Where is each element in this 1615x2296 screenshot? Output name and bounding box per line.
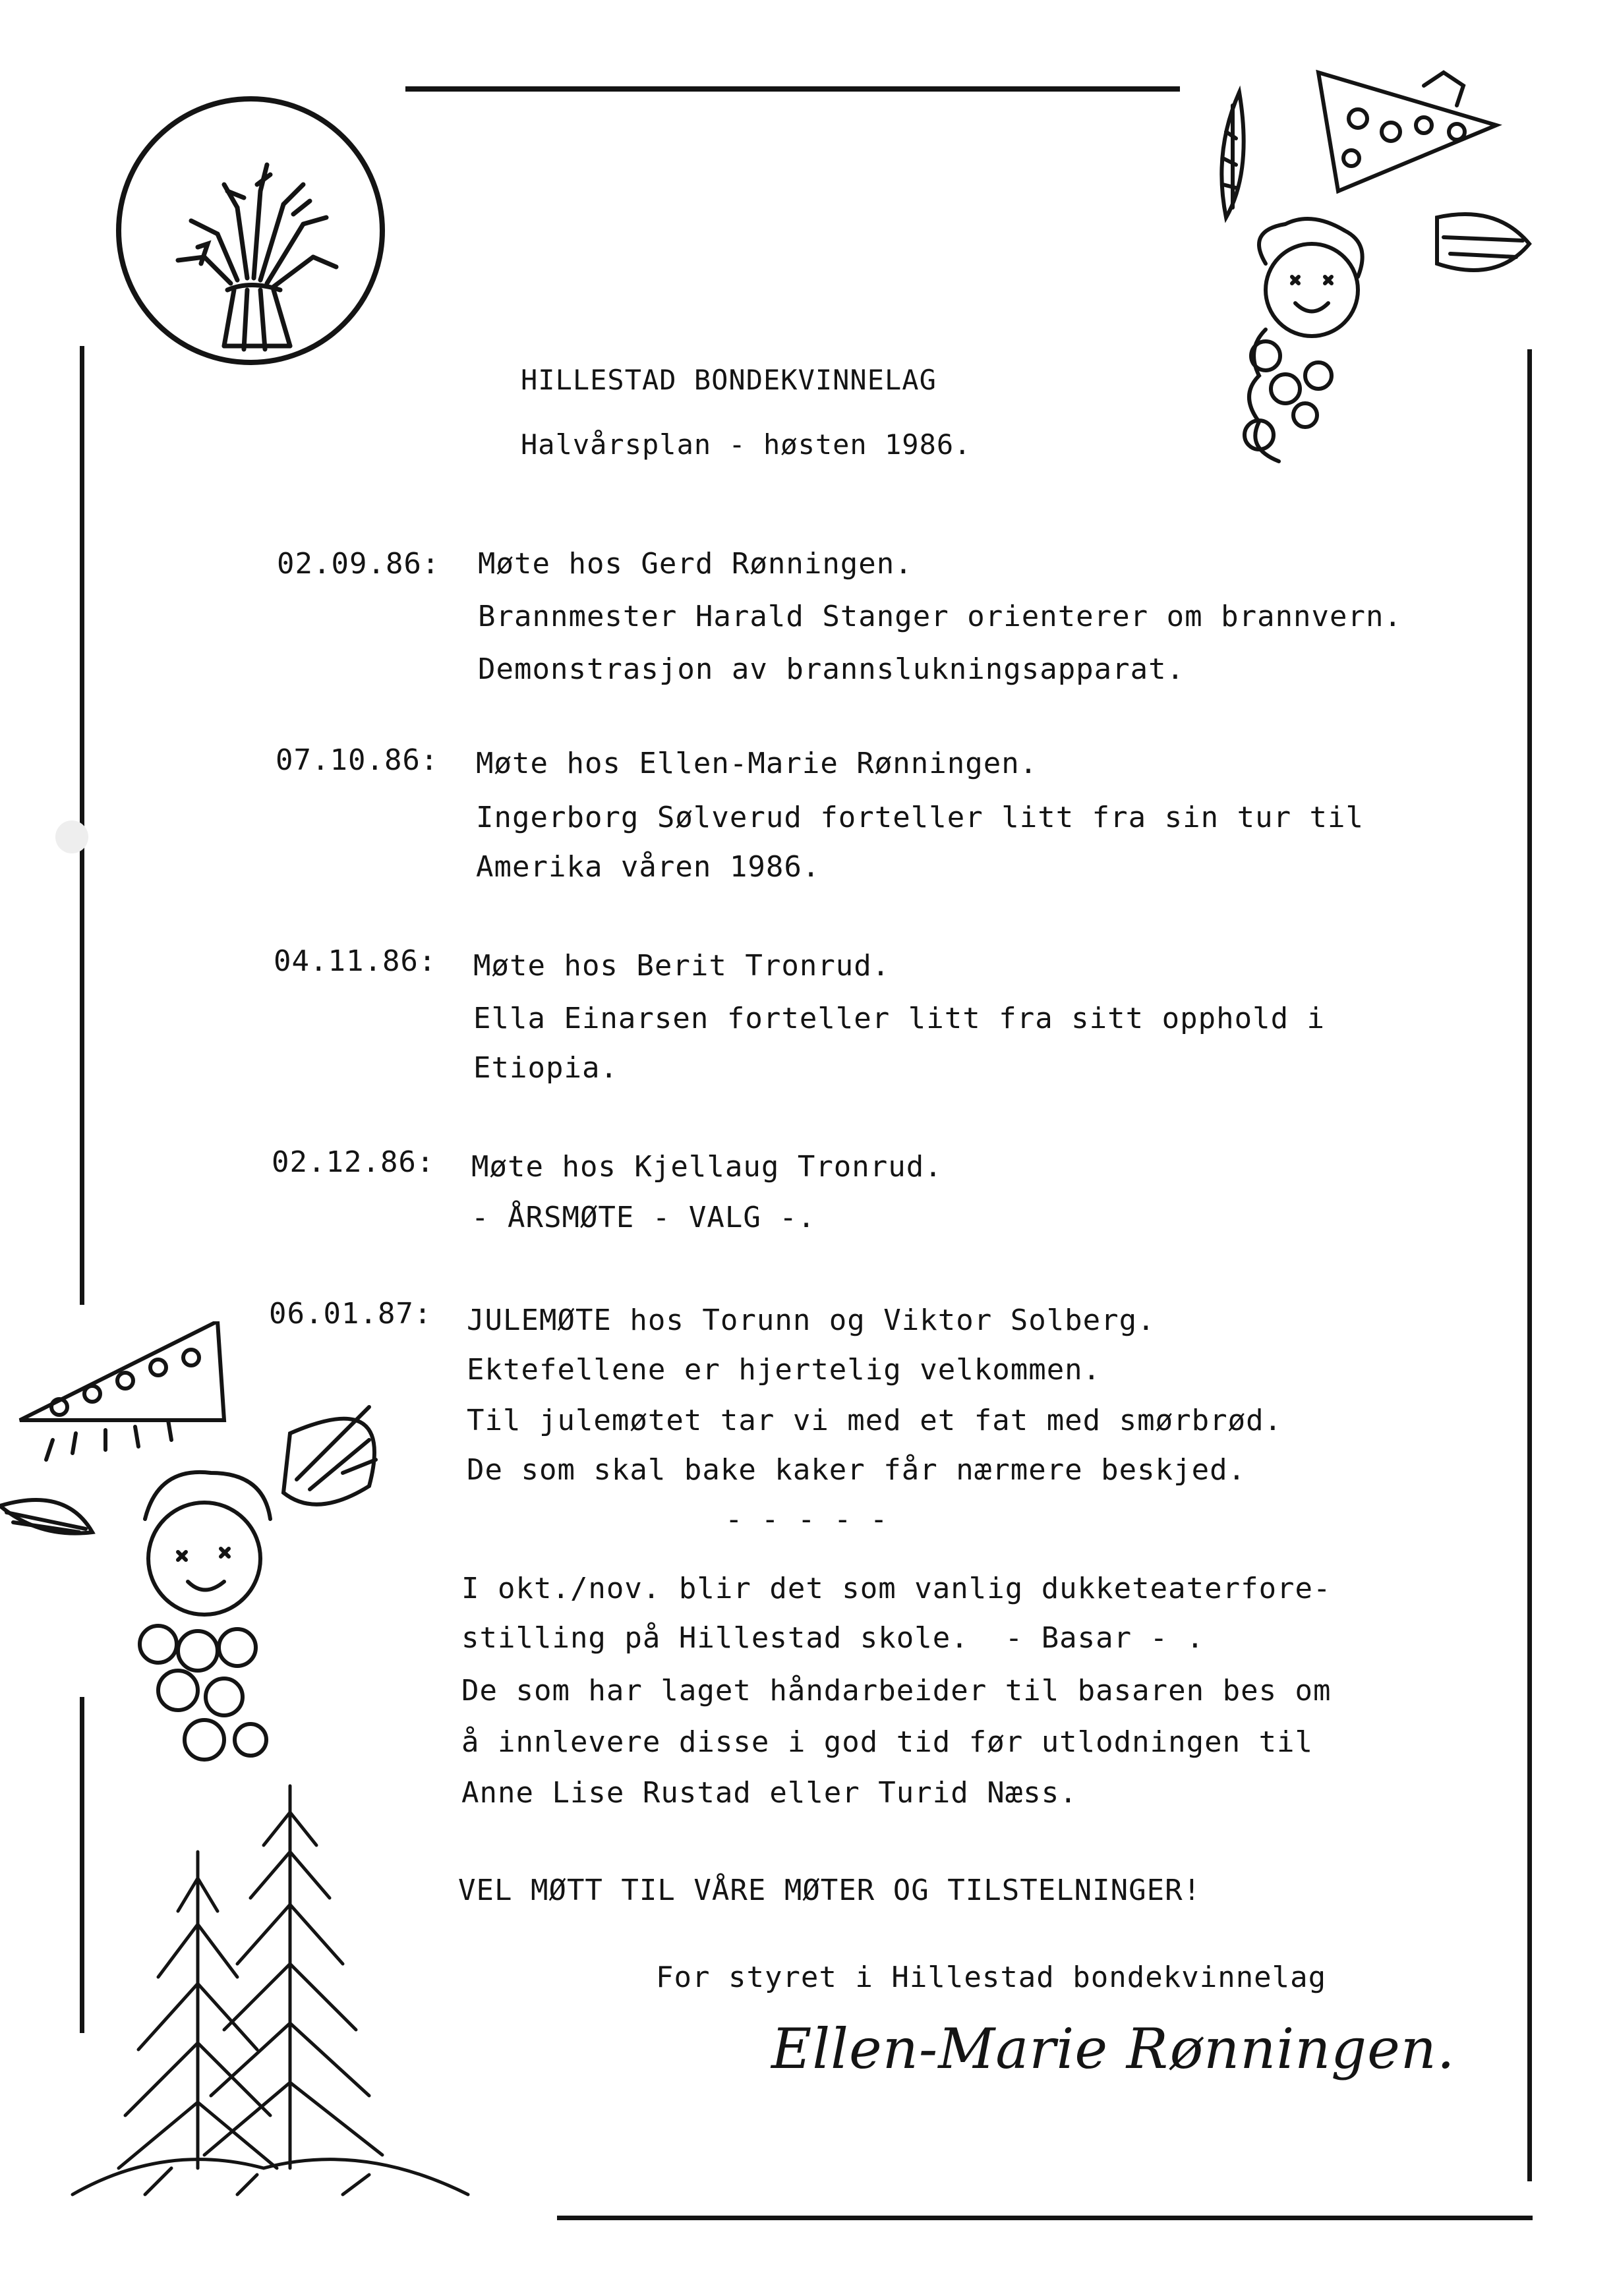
punch-hole [55, 820, 88, 853]
notice-line: I okt./nov. blir det som vanlig dukketeaterfore- [461, 1572, 1332, 1605]
notice-line: å innlevere disse i god tid før utlodningen til [461, 1725, 1314, 1759]
entry-line: JULEMØTE hos Torunn og Viktor Solberg. [467, 1304, 1156, 1337]
plan-title: Halvårsplan - høsten 1986. [521, 428, 972, 461]
closing-line: VEL MØTT TIL VÅRE MØTER OG TILSTELNINGER! [458, 1874, 1202, 1907]
spruce-trees-illustration [66, 1773, 475, 2214]
angel-crown-illustration [0, 1321, 409, 1776]
top-rule [405, 86, 1180, 92]
entry-line: Demonstrasjon av brannslukningsapparat. [478, 652, 1185, 686]
entry-line: Møte hos Kjellaug Tronrud. [471, 1150, 943, 1184]
entry-line: Amerika våren 1986. [476, 850, 821, 884]
entry-date: 07.10.86: [276, 743, 439, 777]
notice-line: De som har laget håndarbeider til basaren bes om [461, 1674, 1332, 1708]
entry-date: 02.12.86: [272, 1145, 435, 1179]
notice-line: stilling på Hillestad skole. - Basar - . [461, 1621, 1205, 1655]
angel-banner-illustration [1187, 66, 1556, 488]
signoff-line: For styret i Hillestad bondekvinnelag [656, 1961, 1327, 1994]
entry-line: Ingerborg Sølverud forteller litt fra sin tur til [476, 801, 1365, 834]
entry-line: Møte hos Berit Tronrud. [473, 949, 891, 983]
entry-date: 04.11.86: [274, 944, 437, 978]
handwritten-signature: Ellen-Marie Rønningen. [771, 2017, 1455, 2081]
organization-title: HILLESTAD BONDEKVINNELAG [521, 364, 937, 396]
entry-line: Møte hos Gerd Rønningen. [478, 547, 913, 581]
entry-line: - ÅRSMØTE - VALG -. [471, 1201, 816, 1234]
entry-line: De som skal bake kaker får nærmere beskjed. [467, 1453, 1247, 1487]
entry-line: Brannmester Harald Stanger orienterer om brannvern. [478, 600, 1403, 633]
entry-line: Til julemøtet tar vi med et fat med smørbrød. [467, 1404, 1283, 1437]
section-separator: - - - - - [725, 1503, 889, 1536]
entry-line: Ella Einarsen forteller litt fra sitt opphold i [473, 1002, 1326, 1035]
entry-date: 02.09.86: [277, 547, 440, 581]
entry-line: Møte hos Ellen-Marie Rønningen. [476, 747, 1038, 780]
bottom-rule [557, 2216, 1533, 2220]
wheat-sheaf-emblem [92, 92, 409, 369]
right-rule [1527, 349, 1532, 2181]
entry-date: 06.01.87: [269, 1297, 432, 1331]
notice-line: Anne Lise Rustad eller Turid Næss. [461, 1776, 1078, 1810]
entry-line: Ektefellene er hjertelig velkommen. [467, 1353, 1101, 1387]
entry-line: Etiopia. [473, 1051, 618, 1085]
